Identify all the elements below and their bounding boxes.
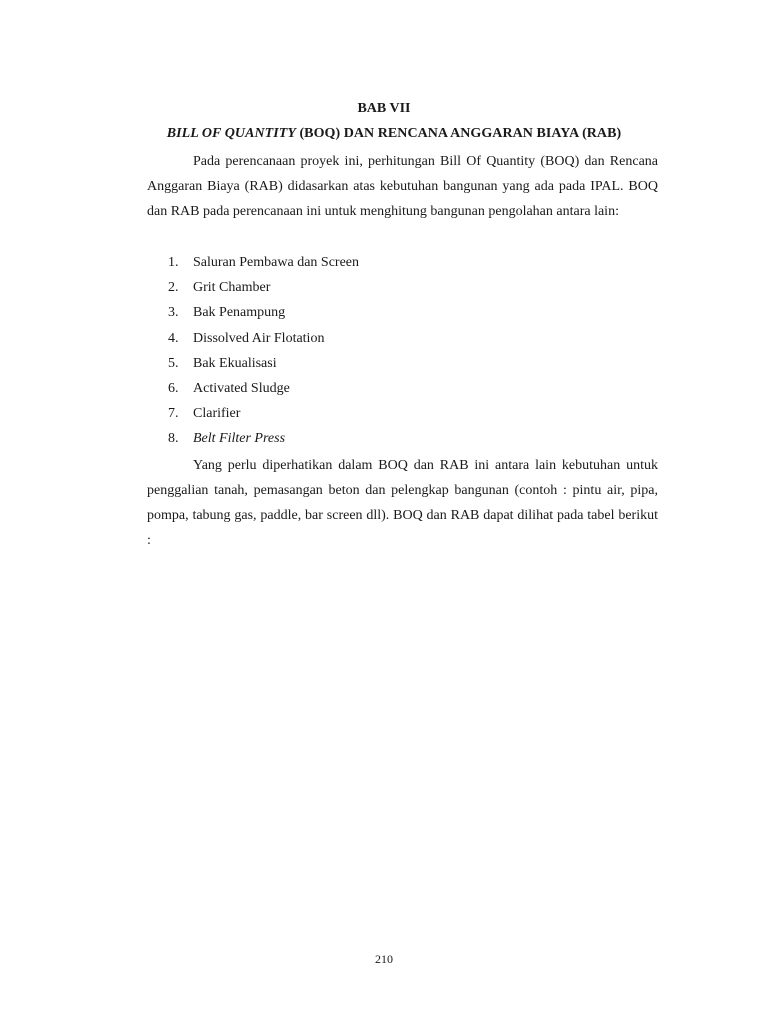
list-item-text: Bak Penampung [193,305,286,321]
list-item [168,376,359,401]
treatment-unit-list [168,250,359,452]
chapter-number: BAB VII [357,101,411,116]
list-item [168,300,359,325]
chapter-title [0,125,768,143]
list-item-number: 3. [168,305,179,321]
list-item-number: 4. [168,330,179,346]
intro-paragraph: Pada perencanaan proyek ini, perhitungan Bill Of Quantity (BOQ) dan Rencana Anggaran Biaya (RAB) didasarkan atas kebutuhan bangunan yang ada pada IPAL. BOQ dan RAB pada perencanaan ini untuk menghitung bangunan pengolahan antara lain: [147,154,658,219]
list-item [168,326,359,351]
list-item-text: Saluran Pembawa dan Screen [193,255,359,270]
list-item-text: Dissolved Air Flotation [193,330,325,346]
closing-paragraph: Yang perlu diperhatikan dalam BOQ dan RAB ini antara lain kebutuhan untuk penggalian tanah, pemasangan beton dan pelengkap bangunan (contoh : pintu air, pipa, pompa, tabung gas, paddle, bar screen dll). BOQ dan RAB dapat dilihat pada tabel berikut : [147,458,658,548]
list-item-number: 7. [168,406,179,422]
list-item-text: Activated Sludge [193,381,290,397]
page-number: 210 [375,952,393,966]
list-item [168,351,359,376]
list-item-text: Grit Chamber [193,280,271,296]
list-item [168,275,359,300]
list-item-number: 1. [168,255,179,270]
list-item-number: 6. [168,381,179,397]
list-item [168,401,359,426]
list-item-number: 8. [168,431,179,447]
list-item-number: 2. [168,280,179,296]
list-item-number: 5. [168,355,179,371]
chapter-title-italic: BILL OF QUANTITY [166,126,296,141]
list-item-text: Clarifier [193,406,241,422]
list-item [168,426,359,451]
list-item-text: Belt Filter Press [193,431,286,447]
list-item-text: Bak Ekualisasi [193,355,277,371]
chapter-title-rest: (BOQ) DAN RENCANA ANGGARAN BIAYA (RAB) [295,126,622,141]
list-item [168,250,359,275]
